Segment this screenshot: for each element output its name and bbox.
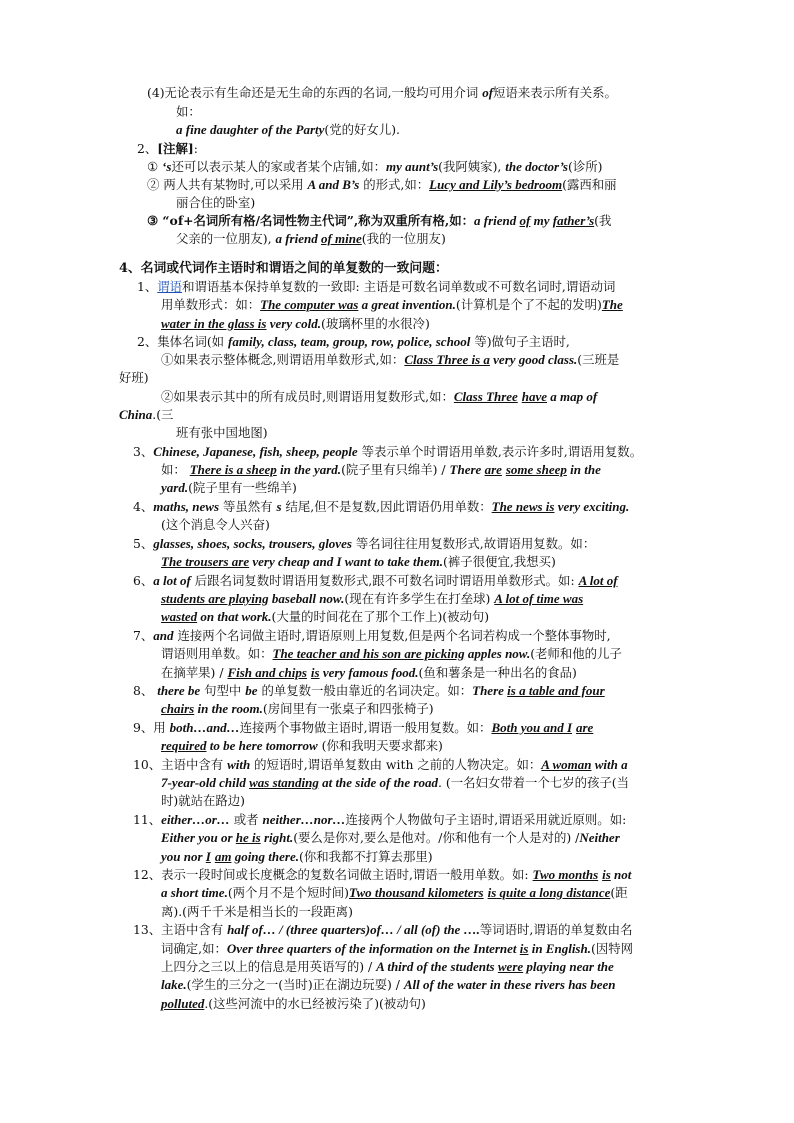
text-span: 好班)	[119, 370, 149, 385]
text-span: 11、	[133, 812, 162, 827]
text-line	[161, 645, 622, 663]
text-span: maths, news	[153, 499, 220, 514]
text-span: (我的一位朋友)	[361, 231, 446, 246]
text-span: the doctor’s	[505, 159, 568, 174]
text-line	[147, 158, 602, 176]
text-span: very good class.	[489, 352, 578, 367]
text-span: (这个消息令人兴奋)	[161, 517, 270, 532]
text-line	[133, 756, 628, 774]
text-span: 等虽然有	[219, 499, 277, 514]
text-span: 还可以表示某人的家或者某个店铺,如：	[171, 159, 387, 174]
text-span: at the side of the road	[318, 775, 438, 790]
text-span: 的形式,如：	[359, 177, 430, 192]
text-line	[133, 811, 626, 829]
text-span: (你和我明天要求都来)	[317, 738, 443, 753]
text-span: 连接两个事物做主语时,谓语一般用复数。如：	[239, 720, 492, 735]
text-span: 父亲的一位朋友),	[176, 231, 276, 246]
text-span: 13、主语中含有	[133, 922, 228, 937]
text-span: (我阿姨家),	[438, 159, 506, 174]
text-span: 结尾,但不是复数,因此谓语仍用单数：	[281, 499, 492, 514]
text-span: ②如果表示其中的所有成员时,则谓语用复数形式,如：	[161, 389, 454, 404]
text-span: All of the water in these rivers has been	[403, 977, 616, 992]
text-span: I	[205, 849, 211, 864]
text-line	[176, 121, 400, 139]
text-line	[161, 388, 597, 406]
text-span: of mine	[320, 231, 362, 246]
text-span: quite a long distance	[496, 885, 611, 900]
text-span: :	[193, 141, 198, 156]
text-span: half of… / (three quarters)of… / all (of) the ….	[227, 922, 480, 937]
text-line	[133, 535, 595, 553]
text-span: of	[482, 85, 494, 100]
text-span: is	[519, 941, 529, 956]
text-span: 7-year-old child	[161, 775, 250, 790]
text-span: right.	[260, 830, 294, 845]
text-span: Either you or	[161, 830, 236, 845]
text-span: going there.	[231, 849, 299, 864]
text-span: to be here tomorrow	[206, 738, 318, 753]
text-span: The	[601, 297, 623, 312]
text-span: Both you and I	[491, 720, 573, 735]
text-span: a short time.	[161, 885, 228, 900]
text-span: playing near the	[523, 959, 614, 974]
text-span: 班有张中国地图)	[176, 425, 268, 440]
text-span: The trousers are	[161, 554, 250, 569]
text-span: a friend	[275, 231, 321, 246]
text-span: (因特网	[590, 941, 633, 956]
text-line	[161, 903, 353, 921]
text-span: are	[484, 462, 502, 477]
text-line	[161, 553, 556, 571]
text-span: my	[530, 213, 553, 228]
text-line	[161, 608, 489, 626]
text-line	[161, 995, 426, 1013]
text-span: have	[521, 389, 548, 404]
text-span: A woman	[541, 757, 592, 772]
text-span: 如：	[161, 462, 190, 477]
text-span: 或者	[229, 812, 263, 827]
text-span: apples now.	[464, 646, 531, 661]
text-span: 句型中	[200, 683, 246, 698]
text-span: family, class, team, group, row, police, school	[228, 334, 471, 349]
text-span: polluted	[161, 996, 205, 1011]
text-span: .(这些河流中的水已经被污染了)(被动句)	[204, 996, 426, 1011]
text-span: my aunt’s	[386, 159, 439, 174]
text-span: 如：	[176, 104, 201, 119]
text-span: A and B’s	[307, 177, 360, 192]
text-line	[161, 479, 297, 497]
text-span: 丽合住的卧室)	[176, 195, 256, 210]
text-span: very cold.	[266, 316, 321, 331]
text-span: Chinese, Japanese, fish, sheep, people	[153, 444, 358, 459]
text-span: China	[119, 407, 153, 422]
text-span: a map of	[547, 389, 598, 404]
text-line	[161, 848, 433, 866]
text-line	[161, 590, 583, 608]
text-span: The computer was	[260, 297, 359, 312]
text-line	[161, 664, 577, 682]
text-line	[137, 278, 615, 296]
text-line	[161, 516, 270, 534]
text-span: Neither	[579, 830, 620, 845]
glossary-link[interactable]: 谓语	[157, 279, 183, 294]
text-line	[147, 212, 611, 230]
text-span: with	[227, 757, 251, 772]
text-line	[119, 406, 173, 424]
text-span: water in the glass is	[161, 316, 267, 331]
text-line	[161, 958, 614, 976]
text-span: 10、主语中含有	[133, 757, 228, 772]
text-span: yard.	[161, 480, 189, 495]
text-span: of	[519, 213, 531, 228]
text-span: students	[161, 591, 209, 606]
text-span: 12、表示一段时间或长度概念的复数名词做主语时,谓语一般用单数。如:	[133, 867, 533, 882]
text-line	[161, 737, 443, 755]
text-span: is	[487, 885, 497, 900]
text-span: neither…nor…	[262, 812, 346, 827]
text-span: 3、	[133, 444, 154, 459]
text-span: is	[310, 665, 320, 680]
text-span: he is	[235, 830, 261, 845]
text-span: Two thousand kilometers	[349, 885, 484, 900]
text-line	[133, 498, 629, 516]
text-span: very exciting.	[554, 499, 630, 514]
text-span: 等词语时,谓语的单复数由名	[479, 922, 633, 937]
text-line	[161, 792, 245, 810]
text-span: 连接两个人物做句子主语时,谓语采用就近原则。如:	[345, 812, 627, 827]
text-line	[137, 333, 570, 351]
text-span: The news is	[491, 499, 555, 514]
text-line	[133, 921, 632, 939]
text-span: 在摘苹果) /	[161, 665, 228, 680]
text-span: in the room.	[194, 701, 263, 716]
text-span: is a table and four	[507, 683, 605, 698]
text-line	[161, 774, 629, 792]
text-span: There	[472, 683, 508, 698]
text-span: (鱼和薯条是一种出名的食品)	[418, 665, 577, 680]
text-span: .(三	[152, 407, 174, 422]
text-span: (裤子很便宜,我想买)	[443, 554, 556, 569]
text-span: a great invention.	[358, 297, 456, 312]
text-line	[133, 443, 642, 461]
text-span: (院子里有只绵羊) /	[341, 462, 450, 477]
text-span: be	[245, 683, 258, 698]
text-span: [注解]	[157, 141, 194, 156]
text-span: (两个月不是个短时间)	[227, 885, 350, 900]
text-span: (学生的三分之一(当时)正在湖边玩耍) /	[186, 977, 404, 992]
text-line	[176, 230, 446, 248]
text-span: The teacher and his son are picking	[272, 646, 465, 661]
text-span: (现在有许多学生在打垒球)	[344, 591, 495, 606]
text-line	[133, 866, 631, 884]
text-span: Fish and chips	[227, 665, 307, 680]
text-span: 等)做句子主语时,	[470, 334, 570, 349]
text-span: a friend	[474, 213, 520, 228]
text-line	[161, 351, 619, 369]
text-line	[119, 369, 149, 387]
text-span: glasses, shoes, socks, trousers, gloves	[153, 536, 352, 551]
text-span: . (一名妇女带着一个七岁的孩子(当	[438, 775, 630, 790]
text-span: there be	[157, 683, 201, 698]
text-line	[176, 103, 201, 121]
text-span: ①如果表示整体概念,则谓语用单数形式,如：	[161, 352, 405, 367]
text-span: are	[575, 720, 594, 735]
text-line	[161, 940, 633, 958]
text-span: am	[214, 849, 232, 864]
text-span: 上四分之三以上的信息是用英语写的) /	[161, 959, 377, 974]
text-span: (我	[594, 213, 612, 228]
text-span: were	[497, 959, 524, 974]
text-span: (4)无论表示有生命还是无生命的东西的名词,一般均可用介词	[147, 85, 483, 100]
text-span: in the yard.	[276, 462, 342, 477]
text-line	[176, 424, 268, 442]
text-line	[147, 176, 617, 194]
text-span: (玻璃杯里的水很冷)	[320, 316, 430, 331]
text-span: (你和我都不打算去那里)	[298, 849, 433, 864]
text-line	[133, 719, 593, 737]
text-span: A lot of time	[494, 591, 560, 606]
text-span: (要么是你对,要么是他对。/你和他有一个人是对的) /	[293, 830, 580, 845]
text-span: very cheap and I want to take them.	[249, 554, 444, 569]
text-span: some sheep	[505, 462, 567, 477]
text-span: 2、	[137, 141, 158, 156]
text-span: 9、用	[133, 720, 170, 735]
text-span: 和谓语基本保持单复数的一致即: 主语是可数名词单数或不可数名词时,谓语动词	[182, 279, 616, 294]
text-span: “of+名词所有格/名词性物主代词”,称为双重所有格,如：	[162, 213, 475, 228]
text-line	[119, 259, 448, 278]
text-span: Class Three	[453, 389, 518, 404]
text-span: you nor	[161, 849, 206, 864]
text-span: 1、	[137, 279, 158, 294]
text-span: 4、名词或代词作主语时和谓语之间的单复数的一致问题：	[119, 261, 448, 276]
text-line	[176, 194, 255, 212]
text-span: both…and…	[169, 720, 240, 735]
text-span: 用单数形式：如：	[161, 297, 261, 312]
text-span: (党的好女儿).	[324, 122, 400, 137]
text-span: baseball now.	[268, 591, 345, 606]
text-span: lake.	[161, 977, 187, 992]
text-span: 5、	[133, 536, 154, 551]
text-span: on that work.	[197, 609, 272, 624]
text-span: 7、	[133, 628, 154, 643]
text-span: 离).(两千千米是相当长的一段距离)	[161, 904, 353, 919]
text-span: ‘s	[162, 159, 172, 174]
text-span: (计算机是个了不起的发明)	[455, 297, 602, 312]
text-span: (老师和他的儿子	[530, 646, 622, 661]
text-span: 词确定,如：	[161, 941, 227, 956]
text-span: 短语来表示所有关系。	[493, 85, 617, 100]
text-span: Over three quarters of the information on the Internet	[226, 941, 520, 956]
text-span: Lucy and Lily’s bedroom	[429, 177, 563, 192]
text-span: a lot of	[153, 573, 191, 588]
text-span: (露西和丽	[562, 177, 617, 192]
text-span: wasted	[161, 609, 198, 624]
text-span: father’s	[552, 213, 595, 228]
text-span: A third of the students	[376, 959, 498, 974]
text-span: 的短语时,谓语单复数由 with 之前的人物决定。如：	[250, 757, 542, 772]
text-span: (大量的时间花在了那个工作上)(被动句)	[271, 609, 490, 624]
text-line	[161, 829, 620, 847]
text-span: very famous food.	[319, 665, 419, 680]
text-span: Class Three is a	[404, 352, 490, 367]
text-line	[161, 976, 616, 994]
text-span: not	[610, 867, 632, 882]
text-span: 的单复数一般由靠近的名词决定。如：	[257, 683, 473, 698]
text-span: 连接两个名词做主语时,谓语原则上用复数,但是两个名词若构成一个整体事物时,	[173, 628, 611, 643]
text-span: and	[153, 628, 174, 643]
text-line	[137, 140, 198, 158]
text-span: There is a sheep	[189, 462, 277, 477]
text-span: was	[559, 591, 584, 606]
text-span: 2、集体名词(如	[137, 334, 228, 349]
text-span: are playing	[208, 591, 269, 606]
text-line	[161, 296, 623, 314]
text-span: ② 两人共有某物时,可以采用	[147, 177, 308, 192]
text-span: is	[602, 867, 611, 882]
text-span: was standing	[249, 775, 319, 790]
text-span: (距	[610, 885, 628, 900]
text-span: with a	[591, 757, 628, 772]
text-line	[133, 572, 618, 590]
text-span: in English.	[528, 941, 591, 956]
text-line	[161, 315, 430, 333]
text-span: either…or…	[161, 812, 230, 827]
text-span: ①	[147, 159, 163, 174]
text-span: 8、	[133, 683, 158, 698]
text-line	[147, 84, 617, 102]
text-span: in the	[566, 462, 601, 477]
text-span: 等表示单个时谓语用单数,表示许多时,谓语用复数。	[357, 444, 643, 459]
text-line	[161, 700, 434, 718]
text-span: 4、	[133, 499, 154, 514]
text-span: (院子里有一些绵羊)	[188, 480, 297, 495]
text-span: A lot of	[578, 573, 618, 588]
text-span: (诊所)	[568, 159, 603, 174]
text-span: 6、	[133, 573, 154, 588]
text-line	[133, 627, 611, 645]
text-span: 谓语则用单数。如：	[161, 646, 273, 661]
text-span: 时)就站在路边)	[161, 793, 246, 808]
text-span: Two months	[532, 867, 599, 882]
text-span: (三班是	[577, 352, 620, 367]
text-span: s	[276, 499, 282, 514]
text-span: ③	[147, 213, 163, 228]
text-span: 后跟名词复数时谓语用复数形式,跟不可数名词时谓语用单数形式。如:	[190, 573, 579, 588]
text-span: There	[449, 462, 485, 477]
text-span: (房间里有一张桌子和四张椅子)	[262, 701, 434, 716]
text-line	[161, 884, 628, 902]
text-span: a fine daughter of the Party	[176, 122, 325, 137]
text-line	[133, 682, 605, 700]
text-line	[161, 461, 601, 479]
text-span: chairs	[161, 701, 195, 716]
text-span: required	[161, 738, 207, 753]
text-span: 等名词往往用复数形式,故谓语用复数。如：	[351, 536, 596, 551]
